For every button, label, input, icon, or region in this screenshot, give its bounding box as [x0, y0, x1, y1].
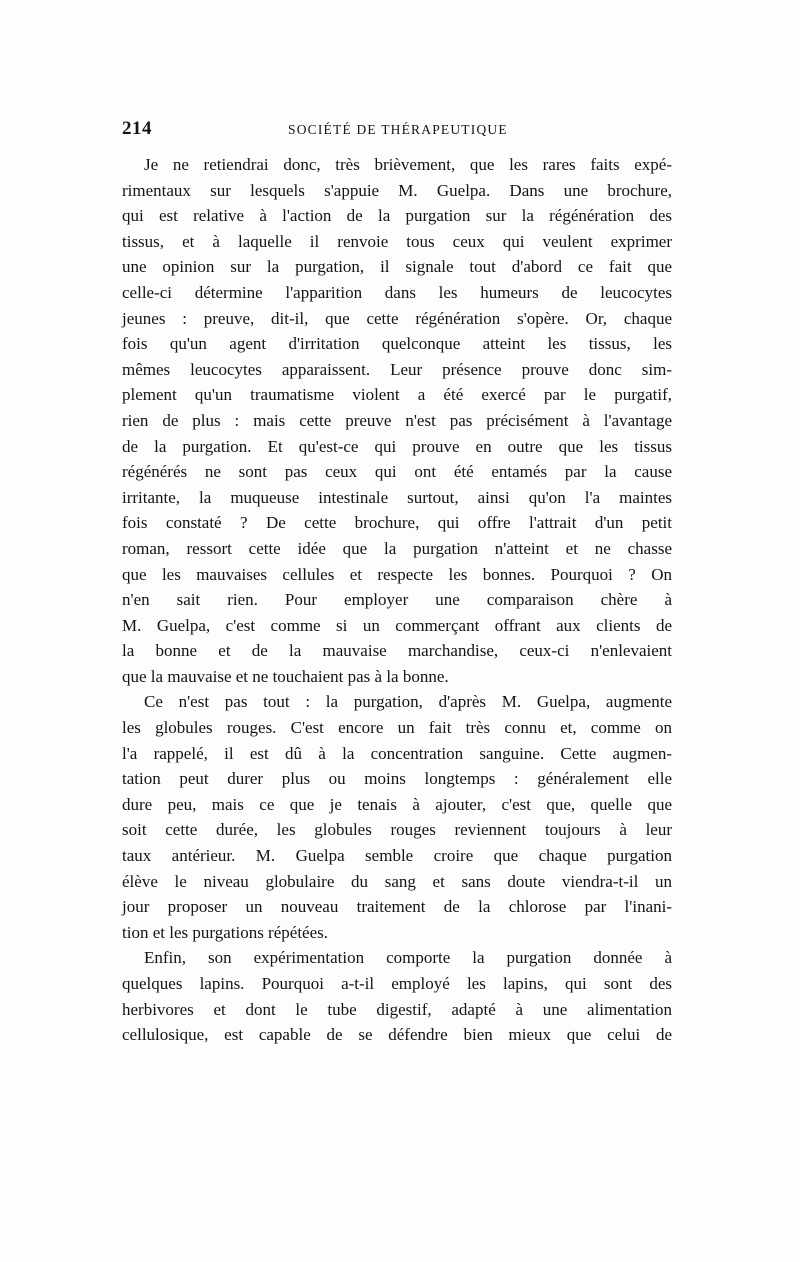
text-line: fois constaté ? De cette brochure, qui offre l'attrait d'un petit	[122, 513, 672, 533]
paragraph-1	[122, 152, 672, 689]
text-line: élève le niveau globulaire du sang et sans doute viendra-t-il un	[122, 871, 672, 891]
text-line: taux antérieur. M. Guelpa semble croire que chaque purgation	[122, 846, 672, 866]
text-line: les globules rouges. C'est encore un fait très connu et, comme on	[122, 718, 672, 738]
text-line: jeunes : preuve, dit-il, que cette régénération s'opère. Or, chaque	[122, 308, 672, 328]
text-line: régénérés ne sont pas ceux qui ont été entamés par la cause	[122, 462, 672, 482]
text-line: dure peu, mais ce que je tenais à ajouter, c'est que, quelle que	[122, 794, 672, 814]
text-line: quelques lapins. Pourquoi a-t-il employé les lapins, qui sont des	[122, 974, 672, 993]
running-head	[122, 118, 672, 144]
text-line: jour proposer un nouveau traitement de la chlorose par l'inani-	[122, 897, 672, 917]
text-line: une opinion sur la purgation, il signale tout d'abord ce fait que	[122, 257, 672, 277]
text-line: n'en sait rien. Pour employer une comparaison chère à	[122, 590, 672, 610]
text-line: tion et les purgations répétées.	[122, 922, 328, 942]
text-line: que les mauvaises cellules et respecte les bonnes. Pourquoi ? On	[122, 564, 672, 584]
text-line: tation peut durer plus ou moins longtemps : généralement elle	[122, 769, 672, 789]
text-line: fois qu'un agent d'irritation quelconque atteint les tissus, les	[122, 334, 672, 354]
text-line: irritante, la muqueuse intestinale surtout, ainsi qu'on l'a maintes	[122, 487, 672, 507]
text-line: tissus, et à laquelle il renvoie tous ceux qui veulent exprimer	[122, 231, 672, 251]
text-line: la bonne et de la mauvaise marchandise, ceux-ci n'enlevaient	[122, 641, 672, 661]
text-line: qui est relative à l'action de la purgation sur la régénération des	[122, 206, 672, 226]
text-line: roman, ressort cette idée que la purgation n'atteint et ne chasse	[122, 538, 672, 558]
text-line: Ce n'est pas tout : la purgation, d'après M. Guelpa, augmente	[144, 692, 672, 712]
body-text	[122, 152, 672, 1048]
running-title: SOCIÉTÉ DE THÉRAPEUTIQUE	[288, 122, 508, 137]
text-line: M. Guelpa, c'est comme si un commerçant offrant aux clients de	[122, 615, 672, 635]
paragraph-2	[122, 689, 672, 945]
text-line: plement qu'un traumatisme violent a été exercé par le purgatif,	[122, 385, 672, 405]
text-line: mêmes leucocytes apparaissent. Leur présence prouve donc sim-	[122, 359, 672, 379]
text-line: que la mauvaise et ne touchaient pas à la bonne.	[122, 666, 449, 686]
text-line: cellulosique, est capable de se défendre bien mieux que celui de	[122, 1025, 672, 1045]
text-line: soit cette durée, les globules rouges reviennent toujours à leur	[122, 820, 672, 840]
paragraph-3	[122, 945, 672, 1047]
text-line: herbivores et dont le tube digestif, adapté à une alimentation	[122, 999, 672, 1019]
text-line: rimentaux sur lesquels s'appuie M. Guelpa. Dans une brochure,	[122, 180, 672, 200]
text-line: de la purgation. Et qu'est-ce qui prouve en outre que les tissus	[122, 436, 672, 456]
text-line: l'a rappelé, il est dû à la concentration sanguine. Cette augmen-	[122, 743, 672, 763]
text-line: Enfin, son expérimentation comporte la purgation donnée à	[144, 948, 672, 968]
text-line: celle-ci détermine l'apparition dans les humeurs de leucocytes	[122, 282, 672, 302]
text-line: rien de plus : mais cette preuve n'est pas précisément à l'avantage	[122, 410, 672, 430]
page-number: 214	[122, 118, 152, 139]
text-line: Je ne retiendrai donc, très brièvement, que les rares faits expé-	[144, 155, 672, 174]
